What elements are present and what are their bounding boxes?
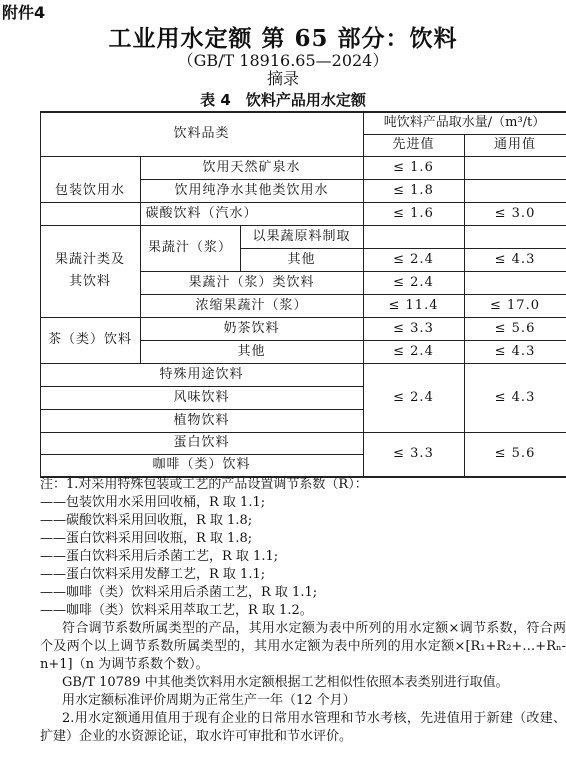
advanced-value: ≤ 3.3 — [393, 446, 434, 461]
note-line: ——蛋白饮料采用发酵工艺，R 取 1.1; — [40, 567, 266, 582]
general-value: ≤ 3.0 — [494, 205, 536, 221]
note-line: ——包装饮用水采用回收桶，R 取 1.1; — [40, 495, 266, 510]
advanced-value: ≤ 3.3 — [393, 320, 434, 336]
note-line: ——蛋白饮料采用后杀菌工艺，R 取 1.1; — [40, 549, 279, 564]
header-general: 通用值 — [493, 137, 536, 152]
general-value: ≤ 5.6 — [494, 446, 536, 461]
item-cell: 浓缩果蔬汁（浆） — [195, 297, 308, 313]
note-paragraph: 符合调节系数所属类型的产品，其用水定额为表中所列的用水定额×调节系数，符合两个及两个以上调节系数所属类型的，其用水定额为表中所列的用水定额×[R₁+R₂+…+Rₙ-n+1]（n 为调节系数个数）。 — [40, 621, 566, 672]
item-cell: 奶茶饮料 — [223, 320, 280, 336]
item-cell: 其他 — [287, 251, 316, 267]
water-quota-table — [40, 111, 566, 476]
group-tea: 茶（类）饮料 — [47, 332, 132, 347]
general-value: ≤ 4.3 — [494, 389, 536, 405]
note-line: ——碳酸饮料采用回收瓶，R 取 1.8; — [40, 513, 253, 528]
item-cell: 饮用纯净水其他类饮用水 — [174, 182, 329, 198]
general-value — [464, 156, 566, 179]
note-line: 注：1.对采用特殊包装或工艺的产品设置调节系数（R）： — [40, 477, 368, 492]
advanced-value: ≤ 11.4 — [388, 297, 439, 313]
attachment-label: 附件4 — [2, 3, 46, 22]
advanced-value: ≤ 1.6 — [393, 205, 434, 221]
general-value: ≤ 4.3 — [494, 343, 536, 359]
abstract-label: 摘录 — [266, 69, 299, 88]
table-notes — [40, 476, 566, 746]
group-packaged-water: 包装饮用水 — [54, 182, 125, 198]
note-line: ——咖啡（类）饮料采用后杀菌工艺，R 取 1.1; — [40, 585, 318, 600]
advanced-value: ≤ 2.4 — [393, 251, 434, 267]
header-category: 饮料品类 — [173, 125, 230, 141]
subgroup-juice: 果蔬汁（浆） — [147, 240, 232, 255]
header-quota: 吨饮料产品取水量/（m³/t） — [383, 114, 546, 130]
item-cell: 碳酸饮料（汽水） — [145, 205, 258, 221]
general-value — [464, 225, 566, 248]
general-value: ≤ 4.3 — [494, 251, 536, 267]
advanced-value: ≤ 2.4 — [393, 343, 434, 359]
standard-number: （GB/T 18916.65—2024） — [177, 51, 389, 70]
advanced-value: ≤ 1.6 — [393, 159, 434, 175]
item-cell: 果蔬汁（浆）类饮料 — [188, 274, 315, 290]
general-value — [464, 179, 566, 202]
group-juice: 果蔬汁类及其饮料 — [54, 252, 125, 289]
item-cell: 植物饮料 — [173, 412, 230, 428]
item-cell: 其他 — [237, 343, 266, 359]
item-cell: 以果蔬原料制取 — [252, 228, 351, 244]
advanced-value — [363, 225, 464, 248]
general-value: ≤ 17.0 — [490, 297, 540, 313]
document-title: 工业用水定额 第 65 部分：饮料 — [108, 25, 458, 52]
item-cell: 饮用天然矿泉水 — [202, 159, 301, 175]
note-paragraph: GB/T 10789 中其他类饮料用水定额根据工艺相似性依照本表类别进行取值。 — [62, 675, 509, 690]
item-cell: 咖啡（类）饮料 — [152, 457, 251, 472]
header-advanced: 先进值 — [392, 137, 435, 152]
item-cell: 蛋白饮料 — [173, 435, 230, 450]
general-value — [464, 271, 566, 294]
note-paragraph: 用水定额标准评价周期为正常生产一年（12 个月） — [62, 693, 356, 708]
note-paragraph: 2.用水定额通用值用于现有企业的日常用水管理和节水考核，先进值用于新建（改建、扩建）企业的水资源论证，取水许可审批和节水评价。 — [40, 711, 566, 744]
note-line: ——咖啡（类）饮料采用萃取工艺，R 取 1.2。 — [40, 603, 313, 618]
item-cell: 特殊用途饮料 — [159, 366, 244, 382]
item-cell: 风味饮料 — [173, 389, 230, 405]
advanced-value: ≤ 2.4 — [393, 389, 434, 405]
advanced-value: ≤ 2.4 — [393, 274, 434, 290]
table-caption: 表 4 饮料产品用水定额 — [200, 91, 366, 109]
advanced-value: ≤ 1.8 — [393, 182, 434, 198]
general-value: ≤ 5.6 — [494, 320, 536, 336]
note-line: ——蛋白饮料采用回收瓶，R 取 1.8; — [40, 531, 253, 546]
